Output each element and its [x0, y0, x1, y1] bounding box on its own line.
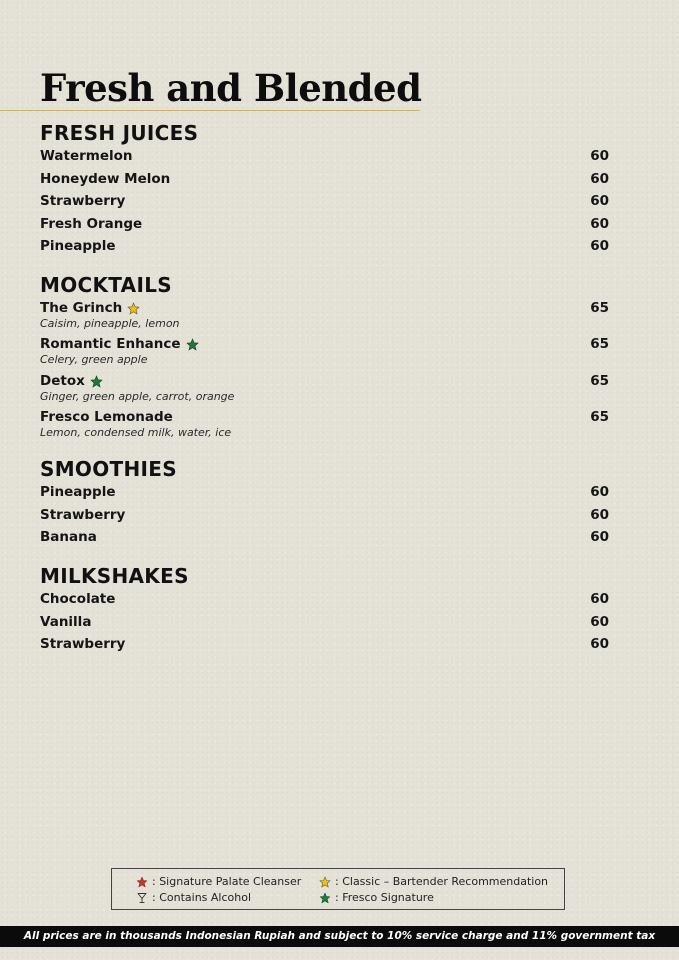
menu-item-name: Honeydew Melon — [40, 170, 171, 187]
menu-item-name-row — [40, 336, 199, 353]
section-spacer — [40, 445, 609, 454]
menu-item-info — [40, 336, 199, 367]
menu-item-name: Fresh Orange — [40, 215, 143, 232]
fresco-star-icon — [319, 892, 331, 904]
menu-item-name: Strawberry — [40, 193, 126, 210]
menu-item — [40, 216, 609, 239]
menu-item-price: 60 — [590, 613, 609, 630]
menu-item — [40, 148, 609, 171]
menu-item-info — [40, 484, 116, 501]
section-title: MILKSHAKES — [40, 563, 189, 588]
legend-classic — [319, 875, 548, 888]
section-spacer — [40, 261, 609, 270]
menu-item — [40, 636, 609, 659]
classic-star-icon — [127, 302, 140, 315]
section-title: FRESH JUICES — [40, 121, 199, 145]
menu-item — [40, 171, 609, 194]
menu-item-name-row — [40, 484, 116, 501]
menu-item-name: Chocolate — [40, 590, 116, 607]
menu-item-name-row — [40, 373, 234, 390]
menu-item-price: 60 — [590, 193, 609, 210]
menu-item — [40, 238, 609, 261]
cocktail-glass-icon — [136, 892, 148, 904]
menu-section — [40, 118, 609, 261]
menu-item-price: 65 — [590, 336, 609, 353]
legend-fresco-label: : Fresco Signature — [335, 891, 434, 904]
menu-item-price: 60 — [590, 238, 609, 255]
price-disclaimer: All prices are in thousands Indonesian Rupiah and subject to 10% service charge and 11% government tax — [0, 926, 679, 947]
fresco-star-icon — [90, 375, 103, 388]
menu-item-name-row — [40, 238, 116, 255]
menu-item-name: Banana — [40, 529, 97, 546]
menu-item-info — [40, 373, 234, 404]
menu-item-info — [40, 614, 91, 631]
menu-item-description: Ginger, green apple, carrot, orange — [40, 389, 235, 403]
menu-section — [40, 454, 609, 552]
menu-item — [40, 529, 609, 552]
menu-item-price: 60 — [590, 148, 609, 164]
menu-item — [40, 409, 609, 445]
menu-item — [40, 300, 609, 336]
menu-item — [40, 484, 609, 507]
menu-item-name: Strawberry — [40, 506, 126, 523]
menu-item-price: 65 — [590, 408, 609, 425]
menu-item-name-row — [40, 591, 115, 608]
menu-item-name: Strawberry — [40, 636, 126, 653]
menu-item-name: Romantic Enhance — [40, 336, 181, 353]
menu-section — [40, 561, 609, 659]
legend-fresco — [319, 891, 434, 904]
menu-item-info — [40, 238, 116, 255]
menu-item-price: 60 — [590, 215, 609, 232]
section-title: SMOOTHIES — [40, 457, 177, 482]
menu-item-info — [40, 409, 231, 440]
menu-item-name-row — [40, 529, 97, 546]
menu-item — [40, 336, 609, 372]
section-spacer — [40, 552, 609, 561]
legend-alcohol-label: : Contains Alcohol — [152, 891, 252, 904]
menu-section — [40, 270, 609, 445]
menu-item-info — [40, 507, 125, 524]
menu-item-info — [40, 171, 170, 188]
menu-item-name: Vanilla — [40, 613, 92, 630]
section-title: MOCKTAILS — [40, 272, 172, 297]
menu-item-name-row — [40, 193, 125, 210]
fresco-star-icon — [186, 338, 199, 351]
menu-item — [40, 614, 609, 637]
menu-item — [40, 193, 609, 216]
menu-item-name: Pineapple — [40, 484, 116, 501]
menu-item-price: 60 — [590, 590, 609, 607]
menu-item-name: The Grinch — [40, 299, 123, 316]
menu-list — [40, 118, 609, 659]
legend-signature — [136, 875, 301, 888]
menu-item-price: 60 — [590, 506, 609, 523]
menu-item-price: 65 — [590, 372, 609, 389]
menu-item-price: 60 — [590, 484, 609, 501]
legend-signature-label: : Signature Palate Cleanser — [152, 875, 302, 888]
menu-item-description: Lemon, condensed milk, water, ice — [40, 425, 232, 439]
menu-item-name-row — [40, 507, 125, 524]
title-divider — [0, 110, 420, 111]
menu-item-price: 65 — [590, 299, 609, 316]
menu-item-info — [40, 636, 125, 653]
menu-item-info — [40, 529, 97, 546]
menu-item-description: Celery, green apple — [40, 353, 148, 367]
menu-item-price: 60 — [590, 636, 609, 653]
menu-item-info — [40, 193, 125, 210]
legend-box — [111, 868, 565, 910]
menu-item — [40, 373, 609, 409]
menu-item — [40, 591, 609, 614]
page-title: Fresh and Blended — [40, 66, 422, 110]
menu-item-price: 60 — [590, 529, 609, 546]
menu-item-name: Fresco Lemonade — [40, 408, 173, 425]
menu-item-name: Watermelon — [40, 148, 133, 164]
menu-item-name: Detox — [40, 372, 85, 389]
menu-item-info — [40, 148, 133, 165]
menu-item-info — [40, 591, 115, 608]
legend-classic-label: : Classic – Bartender Recommendation — [335, 875, 549, 888]
menu-item-description: Caisim, pineapple, lemon — [40, 316, 180, 330]
legend-alcohol — [136, 891, 251, 904]
menu-item-name-row — [40, 614, 91, 631]
menu-item-name-row — [40, 409, 231, 426]
menu-item-name-row — [40, 148, 133, 165]
signature-star-icon — [136, 876, 148, 888]
menu-item-name-row — [40, 300, 180, 317]
menu-item-info — [40, 216, 142, 233]
classic-star-icon — [319, 876, 331, 888]
menu-item-name-row — [40, 636, 125, 653]
menu-item-name-row — [40, 171, 170, 188]
menu-item-price: 60 — [590, 170, 609, 187]
menu-item — [40, 507, 609, 530]
menu-item-info — [40, 300, 180, 331]
menu-item-name: Pineapple — [40, 238, 116, 255]
menu-item-name-row — [40, 216, 142, 233]
